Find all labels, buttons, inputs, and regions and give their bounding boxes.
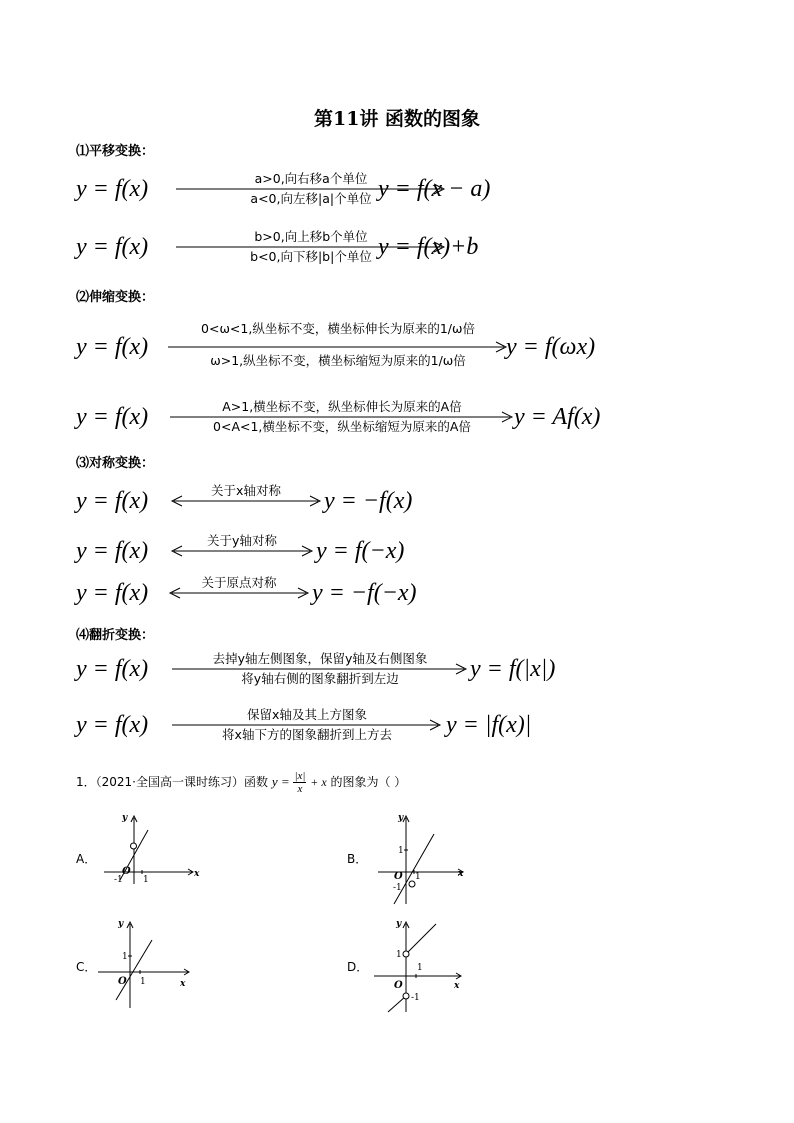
lhs-formula: y = f(x): [76, 234, 149, 260]
rhs-formula: y = −f(−x): [312, 580, 417, 606]
lhs-formula: y = f(x): [76, 488, 149, 514]
y-tick-label: 1: [122, 952, 128, 962]
arrow-top-label: 0<ω<1,纵坐标不变，横坐标伸长为原来的1/ω倍: [201, 321, 475, 336]
arrow-top-label: a>0,向右移a个单位: [254, 171, 368, 186]
x-axis-label: x: [180, 979, 186, 989]
lhs-formula: y = f(x): [76, 404, 149, 430]
rhs-formula: y = |f(x)|: [446, 712, 532, 738]
y-axis-label: y: [398, 813, 404, 823]
rhs-formula: y = f(x)+b: [378, 234, 479, 260]
option-d-graph[interactable]: [368, 914, 478, 1014]
rhs-formula: y = f(−x): [316, 538, 405, 564]
graph-line: [394, 834, 434, 904]
open-circle-bottom: [403, 993, 409, 999]
rhs-formula: y = f(ωx): [506, 334, 596, 360]
arrow-top-label: b>0,向上移b个单位: [254, 229, 368, 244]
origin-label: O: [122, 866, 131, 877]
y-tick-label: 1: [398, 846, 404, 856]
x-tick-label: 1: [417, 963, 423, 973]
x-axis-label: x: [194, 869, 200, 879]
option-c-label[interactable]: C．: [76, 960, 97, 974]
y-neg-tick-label: -1: [393, 883, 402, 893]
rhs-formula: y = f(x − a): [378, 176, 491, 202]
arrow-bottom-label: ω>1,纵坐标不变，横坐标缩短为原来的1/ω倍: [210, 353, 466, 368]
x-neg-tick-label: -1: [114, 875, 123, 885]
option-a-label[interactable]: A．: [76, 852, 97, 866]
fraction-denominator: x: [297, 783, 303, 795]
question-stem: [76, 770, 406, 795]
y-axis-label: y: [118, 919, 124, 929]
origin-label: O: [118, 976, 127, 987]
arrow-bottom-label: a<0,向左移|a|个单位: [250, 191, 372, 206]
arrow-bottom-label: 将y轴右侧的图象翻折到左边: [241, 671, 399, 686]
origin-label: O: [394, 980, 403, 991]
section-symmetry: ⑶对称变换：: [76, 456, 155, 471]
page-title: 第11讲 函数的图象: [313, 108, 481, 130]
lhs-formula: y = f(x): [76, 712, 149, 738]
y-axis-label: y: [122, 813, 128, 823]
open-circle-top: [403, 951, 409, 957]
fraction-numerator: |x|: [294, 770, 306, 782]
x-tick-label: 1: [143, 875, 149, 885]
arrow-bottom-label: b<0,向下移|b|个单位: [250, 249, 372, 264]
arrow-top-label: 关于原点对称: [201, 575, 277, 590]
arrow-bottom-label: 0<A<1,横坐标不变，纵坐标缩短为原来的A倍: [213, 419, 471, 434]
option-c-graph[interactable]: [96, 914, 206, 1014]
y-axis-label: y: [396, 919, 402, 929]
x-tick-label: 1: [415, 872, 421, 882]
arrow: [172, 483, 320, 528]
question-fraction: [293, 770, 306, 795]
x-tick-label: 1: [140, 977, 146, 987]
option-b-label[interactable]: B．: [347, 852, 368, 866]
section-folding: ⑷翻折变换：: [76, 628, 155, 643]
question-prefix: 1．（2021·全国高一课时练习）函数: [76, 775, 268, 789]
arrow: [170, 399, 514, 444]
section-translation: ⑴平移变换：: [76, 144, 155, 159]
lhs-formula: y = f(x): [76, 538, 149, 564]
graph-line-left: [388, 996, 406, 1012]
arrow-top-label: 关于y轴对称: [207, 533, 277, 548]
question-plus: + x: [310, 775, 327, 789]
origin-label: O: [394, 871, 403, 882]
lhs-formula: y = f(x): [76, 580, 149, 606]
arrow: [170, 575, 308, 620]
y-neg-tick-label: -1: [411, 993, 420, 1003]
graph-line-right: [406, 924, 436, 954]
arrow-top-label: A>1,横坐标不变，纵坐标伸长为原来的A倍: [222, 399, 462, 414]
arrow: [172, 707, 442, 752]
option-b-graph[interactable]: [368, 808, 478, 908]
rhs-formula: y = Af(x): [514, 404, 601, 430]
rhs-formula: y = f(|x|): [470, 656, 556, 682]
section-scaling: ⑵伸缩变换：: [76, 290, 155, 305]
lhs-formula: y = f(x): [76, 656, 149, 682]
arrow: [168, 321, 508, 374]
graph-line: [116, 940, 152, 1000]
x-axis-label: x: [458, 869, 464, 879]
x-axis-label: x: [454, 981, 460, 991]
lhs-formula: y = f(x): [76, 334, 149, 360]
y-tick-label: 1: [396, 950, 402, 960]
option-d-label[interactable]: D．: [347, 960, 369, 974]
rhs-formula: y = −f(x): [324, 488, 413, 514]
lhs-formula: y = f(x): [76, 176, 149, 202]
question-suffix: 的图象为（ ）: [330, 775, 407, 789]
arrow-top-label: 去掉y轴左侧图象，保留y轴及右侧图象: [212, 651, 428, 666]
arrow-bottom-label: 将x轴下方的图象翻折到上方去: [222, 727, 392, 742]
arrow-top-label: 保留x轴及其上方图象: [247, 707, 367, 722]
question-func-y: y =: [271, 774, 290, 789]
arrow-top-label: 关于x轴对称: [211, 483, 281, 498]
arrow: [172, 651, 468, 696]
option-a-graph[interactable]: [96, 808, 206, 888]
arrow: [172, 533, 312, 578]
open-circle: [131, 843, 137, 849]
